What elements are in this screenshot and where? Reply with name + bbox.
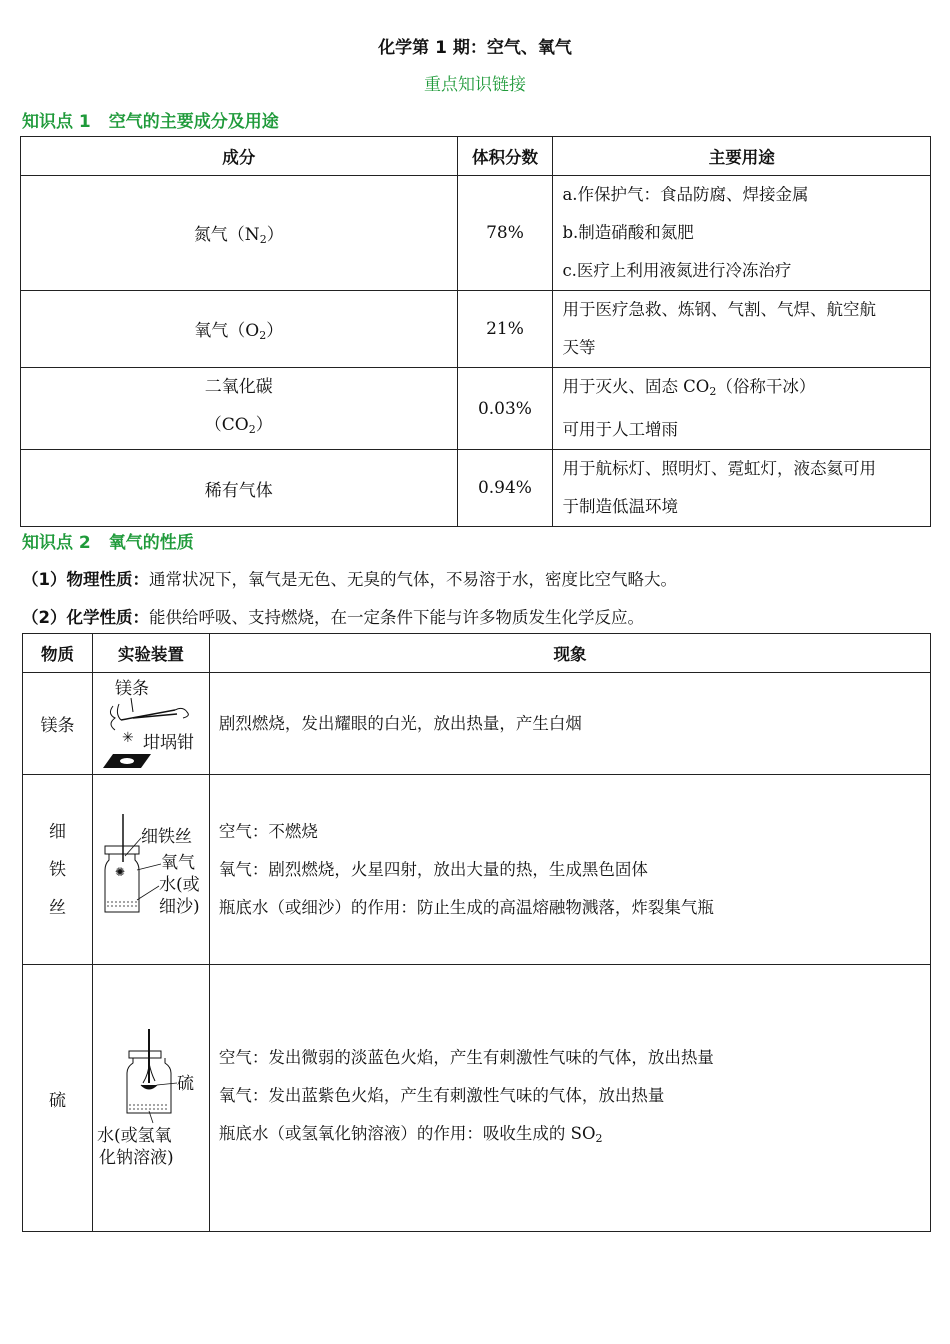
section-heading-2 xyxy=(22,528,194,553)
table-row xyxy=(21,176,931,291)
phenomenon-cell: 剧烈燃烧，发出耀眼的白光，放出热量，产生白烟 xyxy=(209,673,930,775)
fraction-cell: 21% xyxy=(457,291,553,368)
section-name: 氧气的性质 xyxy=(108,533,194,553)
table-row xyxy=(21,450,931,527)
svg-text:✺: ✺ xyxy=(114,864,125,879)
sulfur-apparatus xyxy=(93,1023,209,1173)
table-header-row xyxy=(21,137,931,176)
header-volume-fraction: 体积分数 xyxy=(457,137,553,176)
header-substance: 物质 xyxy=(23,634,93,673)
iron-wire-apparatus xyxy=(93,810,209,930)
apparatus-cell xyxy=(92,673,209,775)
component-cell: 氮气$(N_2)$ xyxy=(21,176,458,291)
table-row xyxy=(23,673,931,775)
section-number: 知识点 2 xyxy=(22,533,91,553)
fraction-cell: 78% xyxy=(457,176,553,291)
table-row xyxy=(23,965,931,1232)
air-composition-table xyxy=(20,136,931,527)
phenomenon-cell: 空气：发出微弱的淡蓝色火焰，产生有刺激性气味的气体，放出热量 氧气：发出蓝紫色火焰，产生有刺激性气味的气体，放出热量 瓶底水（或氢氧化钠溶液）的作用：吸收生成的 $SO_2$ xyxy=(209,965,930,1232)
physical-properties: （1）物理性质：通常状况下，氧气是无色、无臭的气体，不易溶于水，密度比空气略大。 xyxy=(22,570,677,589)
apparatus-cell xyxy=(92,965,209,1232)
oxygen-reactions-table xyxy=(22,633,931,1232)
component-cell: 氧气$(O_2)$ xyxy=(21,291,458,368)
section-name: 空气的主要成分及用途 xyxy=(108,112,279,132)
table-row xyxy=(21,368,931,450)
svg-text:水(或氢氧: 水(或氢氧 xyxy=(96,1126,172,1146)
header-apparatus: 实验装置 xyxy=(92,634,209,673)
chemical-properties: （2）化学性质：能供给呼吸、支持燃烧，在一定条件下能与许多物质发生化学反应。 xyxy=(22,608,644,627)
svg-text:坩埚钳: 坩埚钳 xyxy=(142,732,194,753)
section-number: 知识点 1 xyxy=(22,112,91,132)
substance-cell: 细 铁 丝 xyxy=(23,775,93,965)
magnesium-burning-apparatus xyxy=(93,674,209,774)
header-component: 成分 xyxy=(21,137,458,176)
svg-text:细铁丝: 细铁丝 xyxy=(140,826,192,847)
page-subtitle: 重点知识链接 xyxy=(424,75,526,95)
table-header-row xyxy=(23,634,931,673)
fraction-cell: 0.03% xyxy=(457,368,553,450)
phenomenon-cell: 空气：不燃烧 氧气：剧烈燃烧，火星四射，放出大量的热，生成黑色固体 瓶底水（或细沙）的作用：防止生成的高温熔融物溅落，炸裂集气瓶 xyxy=(209,775,930,965)
svg-text:水(或: 水(或 xyxy=(158,874,200,895)
apparatus-cell xyxy=(92,775,209,965)
uses-cell: 用于航标灯、照明灯、霓虹灯，液态氦可用 于制造低温环境 xyxy=(553,450,931,527)
svg-text:镁条: 镁条 xyxy=(114,678,149,699)
substance-cell: 硫 xyxy=(23,965,93,1232)
table-row xyxy=(23,775,931,965)
fraction-cell: 0.94% xyxy=(457,450,553,527)
substance-cell: 镁条 xyxy=(23,673,93,775)
page-title: 化学第 1 期：空气、氧气 xyxy=(378,38,572,58)
uses-cell: 用于医疗急救、炼钢、气割、气焊、航空航 天等 xyxy=(553,291,931,368)
svg-text:细沙): 细沙) xyxy=(158,896,200,917)
component-cell: 稀有气体 xyxy=(21,450,458,527)
component-cell: 二氧化碳 $(CO_2)$ xyxy=(21,368,458,450)
uses-cell: a.作保护气：食品防腐、焊接金属 b.制造硝酸和氮肥 c.医疗上利用液氮进行冷冻治疗 xyxy=(553,176,931,291)
header-phenomenon: 现象 xyxy=(209,634,930,673)
header-uses: 主要用途 xyxy=(553,137,931,176)
table-row xyxy=(21,291,931,368)
section-heading-1 xyxy=(22,107,279,132)
svg-text:✳: ✳ xyxy=(121,729,134,746)
svg-text:化钠溶液): 化钠溶液) xyxy=(98,1148,174,1168)
uses-cell: 用于灭火、固态 $CO_2$（俗称干冰） 可用于人工增雨 xyxy=(553,368,931,450)
svg-text:硫: 硫 xyxy=(176,1074,194,1094)
svg-text:氧气: 氧气 xyxy=(160,852,195,873)
